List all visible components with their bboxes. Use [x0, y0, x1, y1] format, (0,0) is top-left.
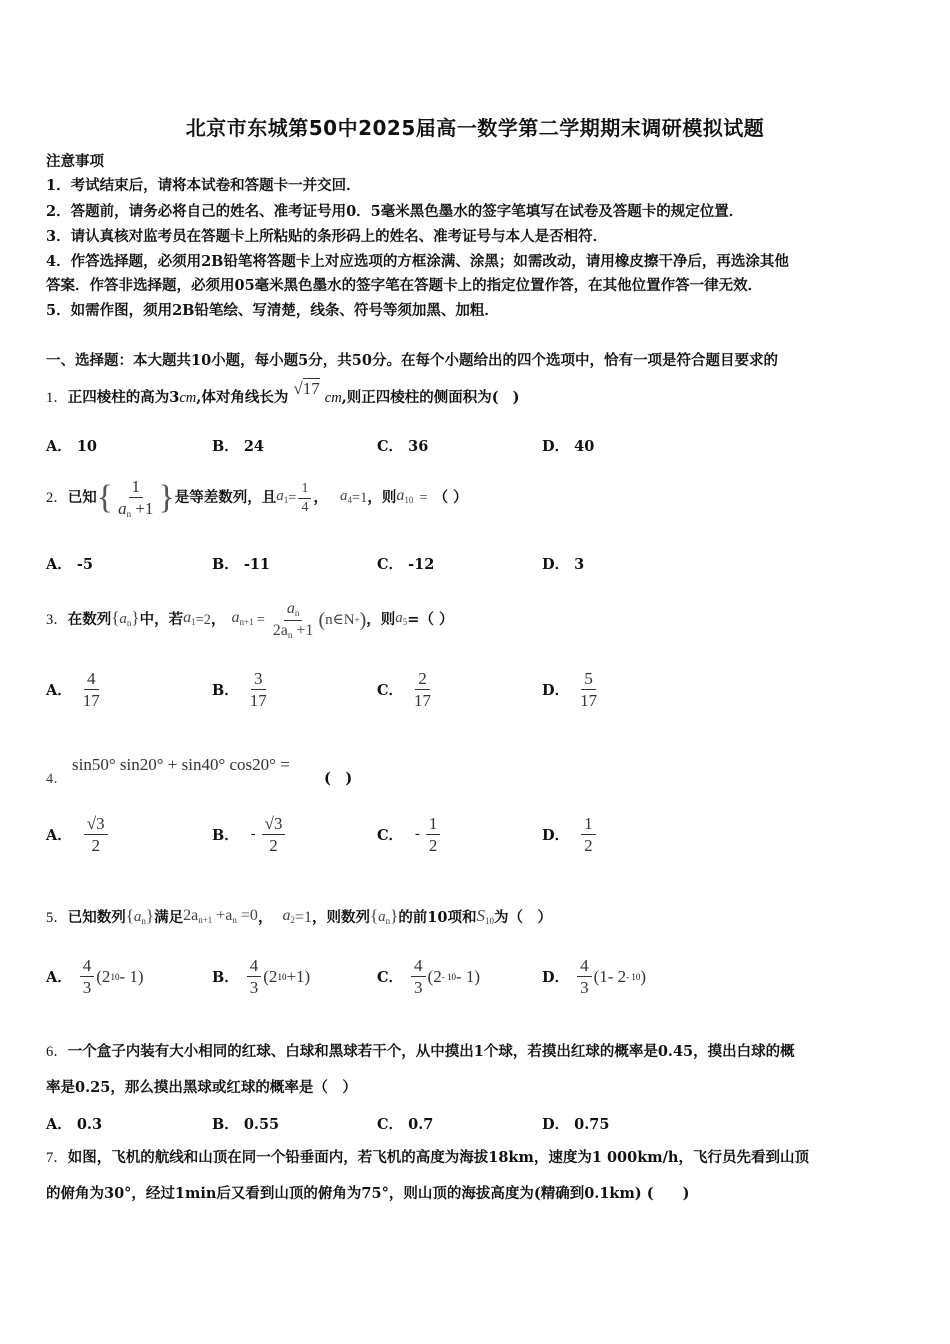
question-1	[46, 379, 520, 410]
question-6: 6．一个盒子内装有大小相同的红球、白球和黑球若干个，从中摸出1个球，若摸出红球的概率是0.45，摸出白球的概	[46, 1043, 795, 1060]
q1-number: 1．	[46, 390, 68, 406]
q5-text-b: 满足	[154, 909, 184, 926]
q3-option-c: C． $\frac{2}{17}$	[377, 669, 432, 710]
q1-sqrt: √17	[293, 379, 320, 398]
q5-option-b: B． $\frac{4}{3}$ (2 10 +1)	[212, 956, 311, 997]
page-title: 北京市东城第50中2025届高一数学第二学期期末调研模拟试题	[185, 116, 765, 140]
q2-tail: （ ）	[433, 489, 468, 506]
q5-tail: 为（ ）	[494, 909, 552, 926]
q1-unit: cm	[179, 390, 197, 406]
q2-text-c: ，则	[367, 489, 397, 506]
q6-option-b: B． 0.55	[212, 1116, 280, 1133]
q6-option-d: D． 0.75	[542, 1116, 610, 1133]
q1-paren: )	[512, 389, 520, 406]
q3-tail: =（ ）	[407, 611, 454, 628]
notice-heading: 注意事项	[46, 153, 104, 170]
q3-text-c: ，则	[366, 611, 396, 628]
q4-option-c: C． - $\frac{1}{2}$	[377, 815, 442, 854]
q2-fraction: $\frac{1}{a_n +1}$	[118, 476, 154, 519]
q2-text-a: 已知	[67, 489, 97, 506]
notice-item-2: 2．答题前，请务必将自己的姓名、准考证号用0．5毫米黑色墨水的签字笔填写在试卷及答题卡的规定位置．	[46, 203, 744, 220]
q5-text-a: 已知数列	[67, 909, 126, 926]
q2-text-b: 是等差数列，且	[174, 489, 277, 506]
notice-item-1: 1．考试结束后，请将本试卷和答题卡一并交回．	[46, 177, 361, 194]
q2-a1-fraction: $\frac{1}{4}$	[298, 482, 311, 515]
q3-option-a: A． $\frac{4}{17}$	[46, 669, 100, 710]
notice-item-4: 4．作答选择题，必须用2B铅笔将答题卡上对应选项的方框涂满、涂黑；如需改动，请用橡皮擦干净后，再选涂其他	[46, 253, 789, 270]
q1-unit-2: cm	[324, 390, 342, 406]
q6-option-c: C． 0.7	[377, 1116, 434, 1133]
q2-option-a: A． -5	[46, 556, 93, 573]
notice-item-3: 3．请认真核对监考员在答题卡上所粘贴的条形码上的姓名、准考证号与本人是否相符．	[46, 228, 608, 245]
q1-text-c: ,则正四棱柱的侧面积为(	[341, 389, 499, 406]
q1-text-a: 正四棱柱的高为3	[67, 389, 180, 406]
notice-item-4-cont: 答案．作答非选择题，必须用05毫米黑色墨水的签字笔在答题卡上的指定位置作答，在其他位置作答一律无效．	[46, 277, 763, 294]
q3-option-b: B． $\frac{3}{17}$	[212, 669, 267, 710]
q5-text-d: 的前10项和	[398, 909, 477, 926]
q1-option-b: B． 24	[212, 438, 265, 455]
q2-option-d: D． 3	[542, 556, 585, 573]
q4-option-a: A． $\frac{√3}{2}$	[46, 815, 110, 854]
q5-number: 5．	[46, 910, 68, 926]
q5-text-c: ，则数列	[311, 909, 370, 926]
question-2: 2． 已知 { $\frac{1}{a_n +1}$ } 是等差数列，且 $a_1$ = $\frac{1}{4}$ ， $a_4$ =1 ，则 $a_{10}$ = （ ）	[46, 476, 468, 519]
q1-option-d: D． 40	[542, 438, 595, 455]
q4-option-d: D． $\frac{1}{2}$	[542, 815, 598, 854]
q1-option-c: C． 36	[377, 438, 429, 455]
q6-option-a: A． 0.3	[46, 1116, 103, 1133]
q4-option-b: B． - $\frac{√3}{2}$	[212, 815, 287, 854]
q1-text-b: ,体对角线长为	[196, 389, 289, 406]
q4-expression: sin50° sin20° + sin40° cos20° =	[72, 755, 290, 774]
q3-number: 3．	[46, 612, 68, 628]
q4-tail: ( )	[324, 770, 353, 787]
q2-number: 2．	[46, 490, 68, 506]
question-5: 5． 已知数列 $\{a_n\}$ 满足 $2a_{n+1} +a_n =0$ ， $a_2$ =1 ，则数列 $\{a_n\}$ 的前10项和 $S_{10}$ 为（ ）	[46, 900, 552, 936]
question-7-cont: 的俯角为30°，经过1min后又看到山顶的俯角为75°，则山顶的海拔高度为(精确到0.1km) ( )	[46, 1185, 690, 1202]
q2-option-b: B． -11	[212, 556, 271, 573]
q3-text-a: 在数列	[67, 611, 112, 628]
q4-number: 4．	[46, 771, 68, 787]
q3-recurrence-fraction: $\frac{a_n}{2a_n +1}$	[272, 599, 314, 640]
q2-option-c: C． -12	[377, 556, 435, 573]
q3-option-d: D． $\frac{5}{17}$	[542, 669, 598, 710]
q5-option-a: A． $\frac{4}{3}$ (2 10 - 1)	[46, 956, 144, 997]
section-heading: 一、选择题：本大题共10小题，每小题5分，共50分。在每个小题给出的四个选项中，恰有一项是符合题目要求的	[46, 352, 778, 369]
notice-item-5: 5．如需作图，须用2B铅笔绘、写清楚，线条、符号等须加黑、加粗．	[46, 302, 499, 319]
q3-text-b: 中，若	[139, 611, 184, 628]
q1-option-a: A． 10	[46, 438, 98, 455]
q5-option-d: D． $\frac{4}{3}$ (1- 2 - 10 )	[542, 956, 647, 997]
q5-option-c: C． $\frac{4}{3}$ (2 - 10 - 1)	[377, 956, 481, 997]
question-3: 3． 在数列 $\{a_n\}$ 中，若 $a_1$ =2 ， $a_{n+1}$ = $\frac{a_n}{2a_n +1}$ ( n∈N + ) ，则 $a_5$ =（ ）	[46, 599, 454, 640]
question-7: 7．如图，飞机的航线和山顶在同一个铅垂面内，若飞机的高度为海拔18km，速度为1 000km/h，飞行员先看到山顶	[46, 1149, 809, 1166]
question-6-cont: 率是0.25，那么摸出黑球或红球的概率是（ ）	[46, 1079, 357, 1096]
